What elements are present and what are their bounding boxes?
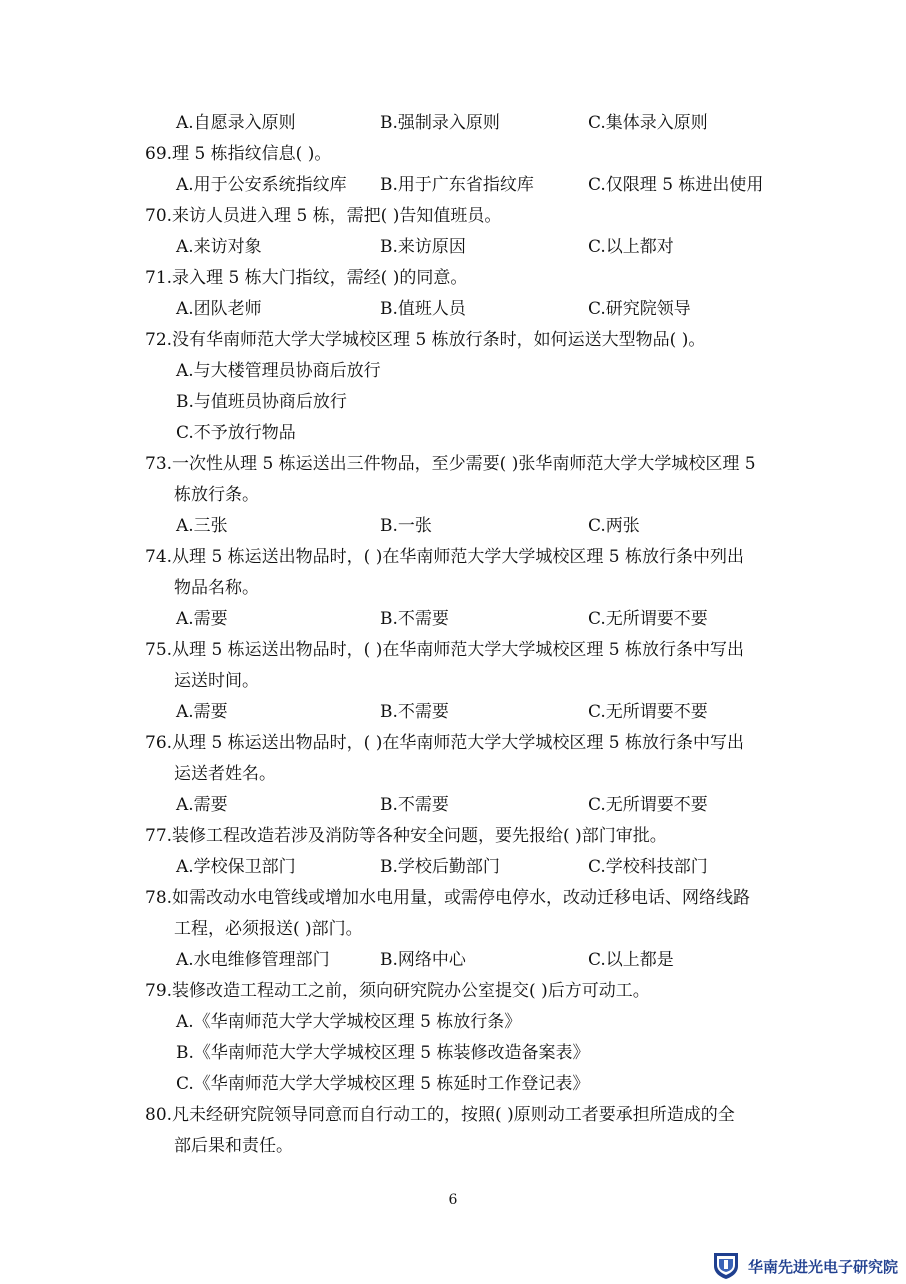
- q72-option-c: C.不予放行物品: [176, 423, 296, 443]
- q76-stem-line1: 76.从理 5 栋运送出物品时，( )在华南师范大学大学城校区理 5 栋放行条中写出: [145, 733, 744, 753]
- q68-option-a: A.自愿录入原则: [176, 113, 296, 133]
- q77-option-b: B.学校后勤部门: [380, 857, 500, 877]
- institute-shield-logo-icon: [712, 1250, 740, 1280]
- q77-option-a: A.学校保卫部门: [176, 857, 296, 877]
- q79-option-a: A.《华南师范大学大学城校区理 5 栋放行条》: [176, 1012, 522, 1032]
- q69-option-b: B.用于广东省指纹库: [380, 175, 534, 195]
- q80-stem-line2: 部后果和责任。: [174, 1136, 293, 1156]
- q71-option-a: A.团队老师: [176, 299, 262, 319]
- q76-stem-line2: 运送者姓名。: [174, 764, 276, 784]
- q76-option-a: A.需要: [176, 795, 228, 815]
- q73-stem-line1: 73.一次性从理 5 栋运送出三件物品，至少需要( )张华南师范大学大学城校区理 5: [145, 454, 756, 474]
- q75-stem-line2: 运送时间。: [174, 671, 259, 691]
- q74-stem-line1: 74.从理 5 栋运送出物品时，( )在华南师范大学大学城校区理 5 栋放行条中列出: [145, 547, 744, 567]
- q74-option-a: A.需要: [176, 609, 228, 629]
- q73-option-b: B.一张: [380, 516, 432, 536]
- q69-option-a: A.用于公安系统指纹库: [176, 175, 347, 195]
- q73-stem-line2: 栋放行条。: [174, 485, 259, 505]
- q78-stem-line1: 78.如需改动水电管线或增加水电用量，或需停电停水，改动迁移电话、网络线路: [145, 888, 751, 908]
- q77-stem: 77.装修工程改造若涉及消防等各种安全问题，要先报给( )部门审批。: [145, 826, 667, 846]
- q70-option-c: C.以上都对: [588, 237, 674, 257]
- q78-stem-line2: 工程，必须报送( )部门。: [174, 919, 363, 939]
- page-number: 6: [448, 1192, 458, 1208]
- q75-option-a: A.需要: [176, 702, 228, 722]
- q71-stem: 71.录入理 5 栋大门指纹，需经( )的同意。: [145, 268, 468, 288]
- q78-option-b: B.网络中心: [380, 950, 466, 970]
- institute-name: 华南先进光电子研究院: [748, 1258, 899, 1276]
- q78-option-c: C.以上都是: [588, 950, 674, 970]
- q75-option-c: C.无所谓要不要: [588, 702, 708, 722]
- q79-option-b: B.《华南师范大学大学城校区理 5 栋装修改造备案表》: [176, 1043, 590, 1063]
- q68-option-b: B.强制录入原则: [380, 113, 500, 133]
- q79-stem: 79.装修改造工程动工之前，须向研究院办公室提交( )后方可动工。: [145, 981, 650, 1001]
- q73-option-a: A.三张: [176, 516, 228, 536]
- q69-option-c: C.仅限理 5 栋进出使用: [588, 175, 764, 195]
- q74-option-c: C.无所谓要不要: [588, 609, 708, 629]
- q74-option-b: B.不需要: [380, 609, 449, 629]
- q79-option-c: C.《华南师范大学大学城校区理 5 栋延时工作登记表》: [176, 1074, 590, 1094]
- q76-option-c: C.无所谓要不要: [588, 795, 708, 815]
- q80-stem-line1: 80.凡未经研究院领导同意而自行动工的，按照( )原则动工者要承担所造成的全: [145, 1105, 735, 1125]
- q70-option-a: A.来访对象: [176, 237, 262, 257]
- q78-option-a: A.水电维修管理部门: [176, 950, 330, 970]
- q72-option-b: B.与值班员协商后放行: [176, 392, 347, 412]
- q71-option-b: B.值班人员: [380, 299, 466, 319]
- q68-option-c: C.集体录入原则: [588, 113, 708, 133]
- q72-option-a: A.与大楼管理员协商后放行: [176, 361, 381, 381]
- q69-stem: 69.理 5 栋指纹信息( )。: [145, 144, 332, 164]
- q72-stem: 72.没有华南师范大学大学城校区理 5 栋放行条时，如何运送大型物品( )。: [145, 330, 706, 350]
- q76-option-b: B.不需要: [380, 795, 449, 815]
- q73-option-c: C.两张: [588, 516, 640, 536]
- q70-option-b: B.来访原因: [380, 237, 466, 257]
- q74-stem-line2: 物品名称。: [174, 578, 259, 598]
- q71-option-c: C.研究院领导: [588, 299, 691, 319]
- q77-option-c: C.学校科技部门: [588, 857, 708, 877]
- q70-stem: 70.来访人员进入理 5 栋，需把( )告知值班员。: [145, 206, 502, 226]
- q75-stem-line1: 75.从理 5 栋运送出物品时，( )在华南师范大学大学城校区理 5 栋放行条中写出: [145, 640, 744, 660]
- q75-option-b: B.不需要: [380, 702, 449, 722]
